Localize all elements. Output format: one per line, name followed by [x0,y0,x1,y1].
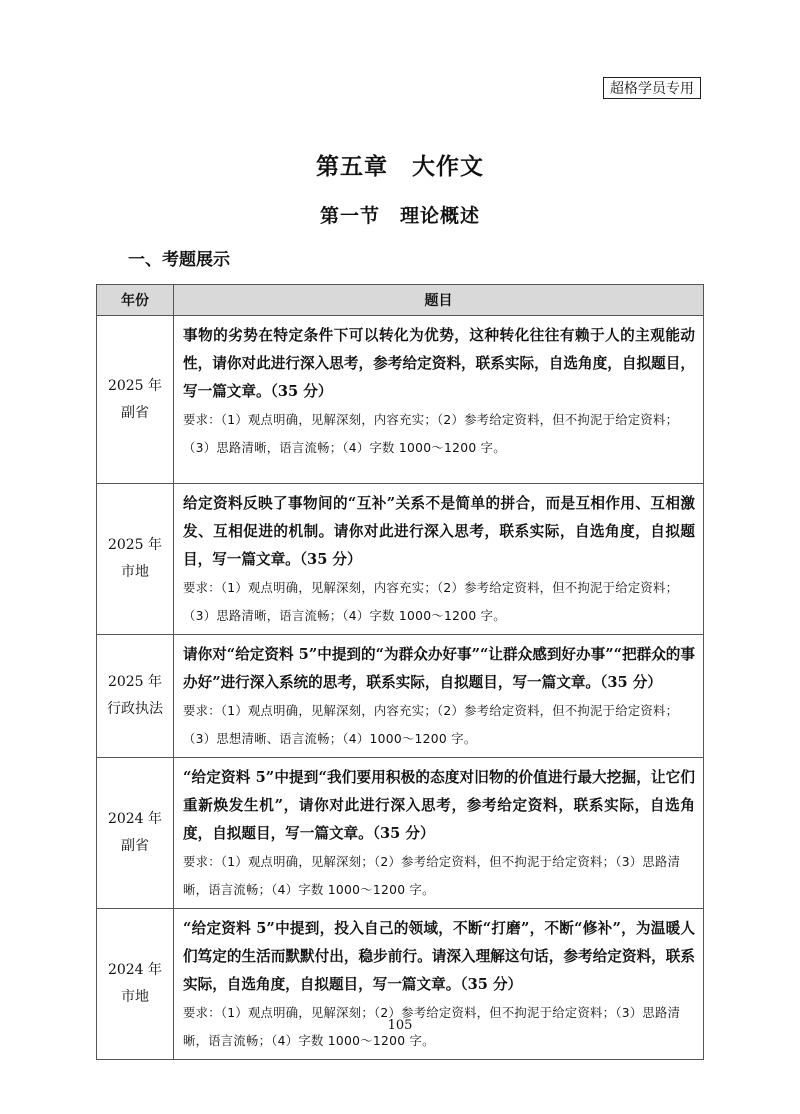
page-number: 105 [387,1018,413,1033]
table-row [97,635,704,758]
year-cell [97,316,174,484]
prompt-text: “给定资料 5”中提到“我们要用积极的态度对旧物的价值进行最大挖掘，让它们重新焕发生机”，请你对此进行深入思考，参考给定资料，联系实际，自选角度，自拟题目，写一篇文章。（35 分） [183,769,695,842]
region-label: 副省 [121,838,149,854]
prompt-text: “给定资料 5”中提到，投入自己的领域，不断“打磨”，不断“修补”，为温暖人们笃定的生活而默默付出，稳步前行。请深入理解这句话，参考给定资料，联系实际，自选角度，自拟题目，写一篇文章。（35 分） [183,920,695,993]
year-cell [97,909,174,1060]
exclusive-stamp: 超格学员专用 [603,77,701,99]
prompt-text: 事物的劣势在特定条件下可以转化为优势，这种转化往往有赖于人的主观能动性，请你对此进行深入思考，参考给定资料，联系实际，自选角度，自拟题目，写一篇文章。（35 分） [183,327,695,400]
exam-topics-table [96,284,704,1060]
chapter-title: 第五章 大作文 [316,153,484,180]
subsection-title: 一、考题展示 [128,250,230,270]
section-title: 第一节 理论概述 [319,205,480,227]
year-cell [97,635,174,758]
region-label: 行政执法 [107,701,163,717]
region-label: 副省 [121,404,149,421]
table-row [97,758,704,909]
year-label: 2025 年 [107,537,163,553]
region-label: 市地 [121,989,149,1005]
table-row [97,316,704,484]
requirements-text: 要求：（1）观点明确，见解深刻，内容充实；（2）参考给定资料，但不拘泥于给定资料；（3）思路清晰，语言流畅；（4）字数 1000～1200 字。 [183,581,679,623]
prompt-text: 给定资料反映了事物间的“互补”关系不是简单的拼合，而是互相作用、互相激发、互相促进的机制。请你对此进行深入思考，联系实际，自选角度，自拟题目，写一篇文章。（35 分） [183,495,695,568]
region-label: 市地 [121,564,149,580]
prompt-cell [174,909,704,1060]
year-cell [97,758,174,909]
prompt-text: 请你对“给定资料 5”中提到的“为群众办好事”“让群众感到好办事”“把群众的事办好”进行深入系统的思考，联系实际，自拟题目，写一篇文章。（35 分） [183,646,695,691]
year-label: 2025 年 [107,377,163,394]
requirements-text: 要求：（1）观点明确，见解深刻；（2）参考给定资料，但不拘泥于给定资料；（3）思路清晰，语言流畅；（4）字数 1000～1200 字。 [183,1006,681,1048]
year-label: 2024 年 [107,962,163,978]
header-topic: 题目 [174,285,704,316]
prompt-cell [174,635,704,758]
requirements-text: 要求：（1）观点明确，见解深刻，内容充实；（2）参考给定资料，但不拘泥于给定资料；（3）思路清晰，语言流畅；（4）字数 1000～1200 字。 [183,413,679,455]
table-row [97,484,704,635]
prompt-cell [174,316,704,484]
prompt-cell [174,484,704,635]
prompt-cell [174,758,704,909]
header-year: 年份 [97,285,174,316]
requirements-text: 要求：（1）观点明确，见解深刻，内容充实；（2）参考给定资料，但不拘泥于给定资料；（3）思想清晰、语言流畅；（4）1000～1200 字。 [183,704,679,746]
requirements-text: 要求：（1）观点明确，见解深刻；（2）参考给定资料，但不拘泥于给定资料；（3）思路清晰，语言流畅；（4）字数 1000～1200 字。 [183,855,681,897]
year-label: 2025 年 [107,674,163,690]
year-label: 2024 年 [107,811,163,827]
table-header-row [97,285,704,316]
table-row [97,909,704,1060]
year-cell [97,484,174,635]
